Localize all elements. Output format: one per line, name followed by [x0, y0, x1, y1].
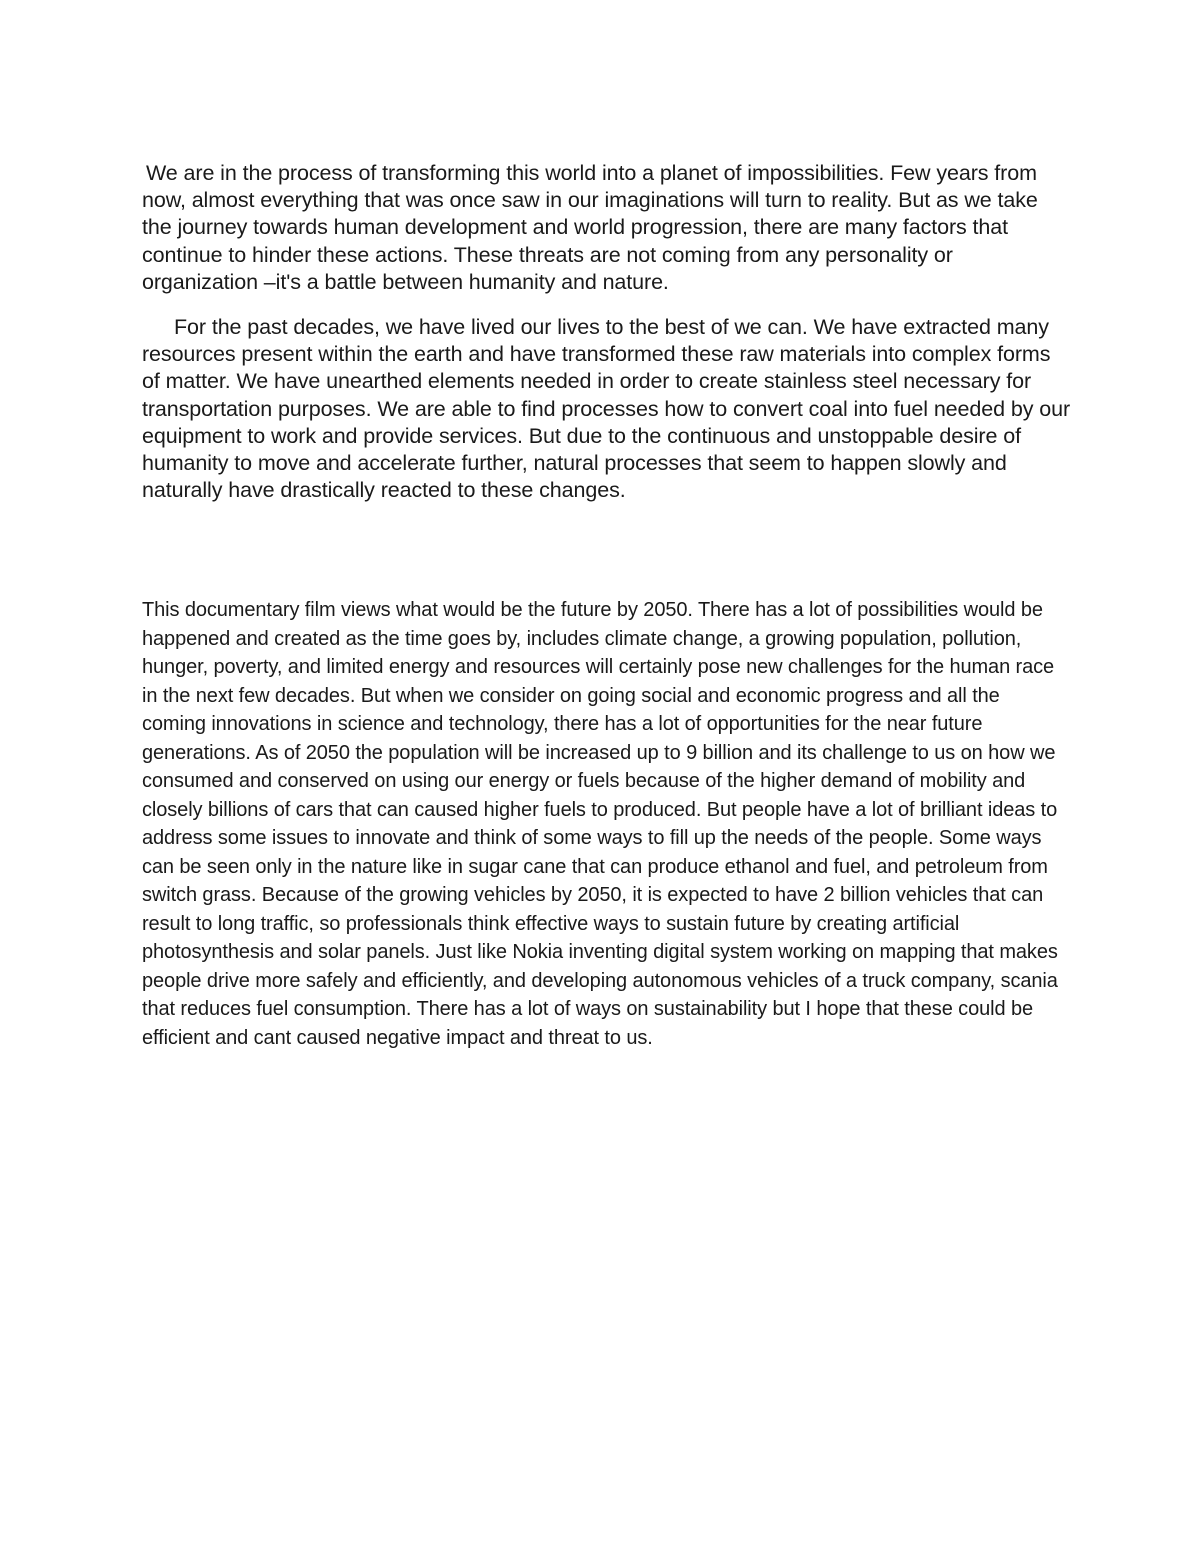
paragraph-past-decades: For the past decades, we have lived our lives to the best of we can. We have extracted many resources present within the earth and have transformed these raw materials into complex forms of matter. We have unearthed elements needed in order to create stainless steel necessary for transportation purposes. We are able to find processes how to convert coal into fuel needed by our equipment to work and provide services. But due to the continuous and unstoppable desire of humanity to move and accelerate further, natural processes that seem to happen slowly and naturally have drastically reacted to these changes.: [142, 315, 1071, 503]
paragraph-documentary: This documentary film views what would be the future by 2050. There has a lot of possibilities would be happened and created as the time goes by, includes climate change, a growing population, pollution, hunger, poverty, and limited energy and resources will certainly pose new challenges for the human race in the next few decades. But when we consider on going social and economic progress and all the coming innovations in science and technology, there has a lot of opportunities for the near future generations. As of 2050 the population will be increased up to 9 billion and its challenge to us on how we consumed and conserved on using our energy or fuels because of the higher demand of mobility and closely billions of cars that can caused higher fuels to produced. But people have a lot of brilliant ideas to address some issues to innovate and think of some ways to fill up the needs of the people. Some ways can be seen only in the nature like in sugar cane that can produce ethanol and fuel, and petroleum from switch grass. Because of the growing vehicles by 2050, it is expected to have 2 billion vehicles that can result to long traffic, so professionals think effective ways to sustain future by creating artificial photosynthesis and solar panels. Just like Nokia inventing digital system working on mapping that makes people drive more safely and efficiently, and developing autonomous vehicles of a truck company, scania that reduces fuel consumption. There has a lot of ways on sustainability but I hope that these could be efficient and cant caused negative impact and threat to us.: [142, 599, 1058, 1049]
paragraph-intro: We are in the process of transforming this world into a planet of impossibilities. Few years from now, almost everything that was once saw in our imaginations will turn to reality. But as we take the journey towards human development and world progression, there are many factors that continue to hinder these actions. These threats are not coming from any personality or organization –it's a battle between humanity and nature.: [142, 161, 1038, 294]
